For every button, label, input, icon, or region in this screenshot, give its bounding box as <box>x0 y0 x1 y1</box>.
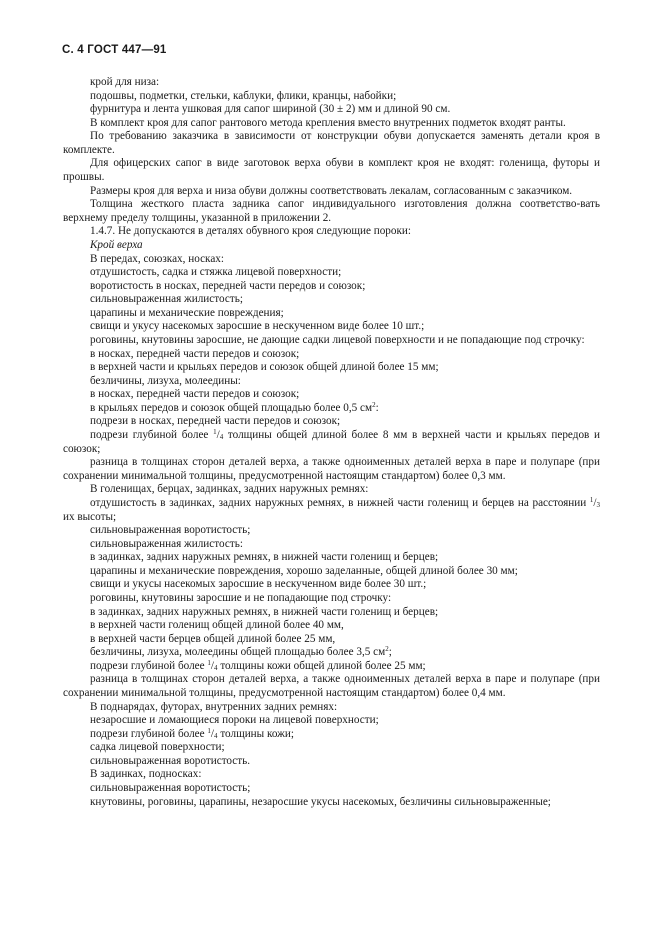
paragraph-text: В задинках, подносках: <box>90 768 202 781</box>
paragraph <box>63 293 600 307</box>
fraction-denominator: 3 <box>596 500 601 509</box>
paragraph-text: отдушистость, садка и стяжка лицевой поверхности; <box>90 266 342 279</box>
paragraph <box>63 660 600 674</box>
paragraph <box>63 565 600 579</box>
fraction-slash: / <box>216 429 220 442</box>
paragraph <box>63 497 600 524</box>
paragraph <box>63 320 600 334</box>
paragraph <box>63 701 600 715</box>
paragraph-text: в задинках, задних наружных ремнях, в нижней части голенищ и берцев; <box>90 551 439 564</box>
paragraph <box>63 225 600 239</box>
paragraph-text: кнутовины, роговины, царапины, незаросшие укусы насекомых, безличины сильновыраженные; <box>90 795 551 808</box>
paragraph-text: В поднарядах, футорах, внутренних задних ремнях: <box>90 700 338 713</box>
paragraph <box>63 388 600 402</box>
paragraph-text-tail: толщины кожи; <box>217 727 294 740</box>
paragraph-text: царапины и механические повреждения; <box>90 306 284 319</box>
section-heading <box>63 239 600 253</box>
paragraph <box>63 402 600 416</box>
fraction-numerator: 1 <box>207 658 211 667</box>
paragraph-text: в носках, передней части передов и союзок; <box>90 347 300 360</box>
paragraph-text: Для офицерских сапог в виде заготовок верха обуви в комплект кроя не входят: голенища, футоры и прошвы. <box>63 157 600 184</box>
paragraph <box>63 348 600 362</box>
paragraph-text: безличины, лизуха, молеедины общей площадью более 3,5 см <box>90 646 386 659</box>
paragraph-text: В передах, союзках, носках: <box>90 252 224 265</box>
paragraph-text: разница в толщинах сторон деталей верха, а также одноименных деталей верха в паре и полупаре (при сохранении минимальной толщины, предусмотренной настоящим стандартом) более 0,3 мм. <box>63 456 600 482</box>
paragraph-text: сильновыраженная воротистость. <box>90 754 251 767</box>
paragraph-text-tail: их высоты; <box>63 510 117 523</box>
paragraph-text: 1.4.7. Не допускаются в деталях обувного кроя следующие пороки: <box>90 225 412 238</box>
paragraph-text-tail: толщины кожи общей длиной более 25 мм; <box>217 659 426 672</box>
fraction-numerator: 1 <box>213 428 217 437</box>
paragraph <box>63 592 600 606</box>
paragraph <box>63 334 600 348</box>
paragraph-text: незаросшие и ломающиеся пороки на лицевой поверхности; <box>90 714 379 727</box>
paragraph <box>63 578 600 592</box>
paragraph <box>63 103 600 117</box>
paragraph <box>63 646 600 660</box>
paragraph <box>63 185 600 199</box>
paragraph-text: в крыльях передов и союзок общей площадью более 0,5 см <box>90 401 373 414</box>
paragraph-text: в задинках, задних наружных ремнях, в нижней части голенищ и берцев; <box>90 605 439 618</box>
superscript: 2 <box>385 645 389 654</box>
paragraph <box>63 483 600 497</box>
paragraph-text: роговины, кнутовины заросшие и не попадающие под строчку: <box>90 591 392 604</box>
paragraph-text: безличины, лизуха, молеедины: <box>90 374 241 387</box>
paragraph <box>63 538 600 552</box>
paragraph <box>63 633 600 647</box>
paragraph-text: воротистость в носках, передней части передов и союзок; <box>90 279 366 292</box>
paragraph-text: крой для низа: <box>90 76 160 88</box>
paragraph-text: В голенищах, берцах, задинках, задних наружных ремнях: <box>90 483 369 496</box>
fraction-slash: / <box>210 727 215 740</box>
paragraph-text: Крой верха <box>90 238 143 251</box>
fraction <box>207 728 217 740</box>
paragraph-text-tail: : <box>375 401 379 414</box>
paragraph-text: сильновыраженная жилистость: <box>90 537 243 550</box>
fraction-slash: / <box>210 659 215 672</box>
superscript: 2 <box>372 400 376 409</box>
paragraph <box>63 782 600 796</box>
paragraph <box>63 266 600 280</box>
paragraph <box>63 524 600 538</box>
paragraph-text: Толщина жесткого пласта задника сапог индивидуального изготовления должна соответство-вать верхнему пределу толщины, указанной в приложении 2. <box>63 198 600 224</box>
paragraph <box>63 157 600 184</box>
paragraph <box>63 361 600 375</box>
paragraph-text: сильновыраженная воротистость; <box>90 782 251 795</box>
paragraph-text: Размеры кроя для верха и низа обуви должны соответствовать лекалам, согласованным с заказчиком. <box>90 184 573 197</box>
paragraph <box>63 307 600 321</box>
fraction-denominator: 4 <box>219 433 224 442</box>
paragraph-text: свищи и укусу насекомых заросшие в нескученном виде более 10 шт.; <box>90 320 425 333</box>
fraction <box>590 497 600 509</box>
paragraph-text: подрези в носках, передней части передов и союзок; <box>90 415 341 428</box>
paragraph-text: в носках, передней части передов и союзок; <box>90 388 300 401</box>
paragraph-text: роговины, кнутовины заросшие, не дающие садки лицевой поверхности и не попадающие под строчку: <box>90 333 585 346</box>
paragraph <box>63 76 600 90</box>
paragraph <box>63 456 600 483</box>
paragraph-text: разница в толщинах сторон деталей верха, а также одноименных деталей верха в паре и полупаре (при сохранении минимальной толщины, предусмотренной настоящим стандартом) более 0,4 мм. <box>63 673 600 700</box>
paragraph-text: сильновыраженная жилистость; <box>90 293 243 306</box>
paragraph <box>63 673 600 700</box>
paragraph-text: подрези глубиной более <box>90 659 205 672</box>
paragraph-text: подрези глубиной более <box>90 727 205 740</box>
paragraph <box>63 375 600 389</box>
paragraph-text: царапины и механические повреждения, хорошо заделанные, общей длиной более 30 мм; <box>90 564 518 577</box>
paragraph-text: отдушистость в задинках, задних наружных ремнях, в нижней части голенищ и берцев на расстоянии <box>90 496 587 509</box>
document-body <box>63 76 600 809</box>
paragraph <box>63 429 600 456</box>
paragraph-text: в верхней части берцев общей длиной более 25 мм, <box>90 632 336 645</box>
paragraph <box>63 714 600 728</box>
paragraph <box>63 619 600 633</box>
paragraph-text-tail: толщины общей длиной более 8 мм в верхней части и крыльях передов и союзок; <box>63 429 600 455</box>
paragraph-text: По требованию заказчика в зависимости от конструкции обуви допускается заменять детали кроя в комплекте. <box>63 130 600 156</box>
paragraph-text: фурнитура и лента ушковая для сапог шириной (30 ± 2) мм и длиной 90 см. <box>90 103 451 116</box>
fraction-denominator: 4 <box>214 663 218 672</box>
paragraph-text: подрези глубиной более <box>90 429 209 442</box>
paragraph <box>63 90 600 104</box>
fraction <box>207 660 217 672</box>
paragraph-text: сильновыраженная воротистость; <box>90 524 251 537</box>
paragraph <box>63 117 600 131</box>
paragraph <box>63 130 600 157</box>
paragraph <box>63 741 600 755</box>
page-header: С. 4 ГОСТ 447—91 <box>62 44 167 56</box>
paragraph <box>63 198 600 225</box>
paragraph <box>63 280 600 294</box>
paragraph <box>63 768 600 782</box>
paragraph <box>63 551 600 565</box>
fraction-numerator: 1 <box>589 495 594 504</box>
fraction <box>213 429 223 441</box>
paragraph-text: свищи и укусы насекомых заросшие в нескученном виде более 30 шт.; <box>90 578 427 591</box>
paragraph-text: в верхней части голенищ общей длиной более 40 мм, <box>90 619 344 632</box>
fraction-slash: / <box>593 496 597 509</box>
paragraph-text-tail: ; <box>388 646 392 659</box>
paragraph <box>63 796 600 810</box>
fraction-numerator: 1 <box>207 726 211 735</box>
paragraph-text: садка лицевой поверхности; <box>90 741 225 754</box>
paragraph-text: подошвы, подметки, стельки, каблуки, флики, кранцы, набойки; <box>90 89 397 102</box>
paragraph-text: в верхней части и крыльях передов и союзок общей длиной более 15 мм; <box>90 361 439 374</box>
paragraph <box>63 755 600 769</box>
fraction-denominator: 4 <box>214 731 218 740</box>
paragraph-text: В комплект кроя для сапог рантового метода крепления вместо внутренних подметок входят ранты. <box>90 116 566 129</box>
paragraph <box>63 253 600 267</box>
paragraph <box>63 606 600 620</box>
paragraph <box>63 728 600 742</box>
paragraph <box>63 415 600 429</box>
